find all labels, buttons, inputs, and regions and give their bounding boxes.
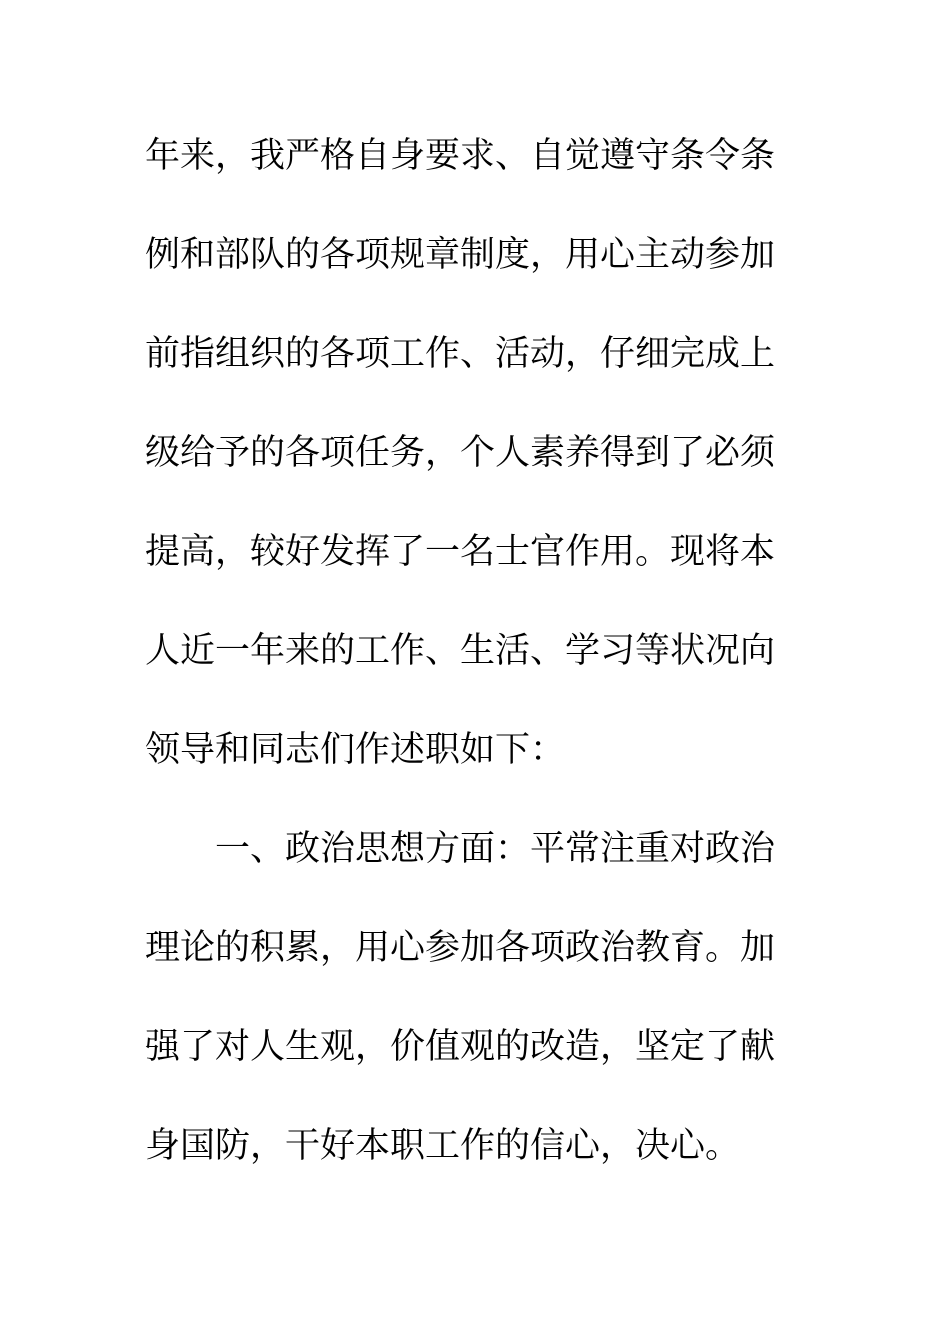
body-text-line: 强了对人生观，价值观的改造，坚定了献 (145, 1027, 776, 1067)
body-text-line: 人近一年来的工作、生活、学习等状况向 (145, 631, 776, 671)
body-text-line: 领导和同志们作述职如下： (145, 730, 566, 770)
body-text-line: 年来，我严格自身要求、自觉遵守条令条 (145, 136, 776, 176)
body-text-line: 提高，较好发挥了一名士官作用。现将本 (145, 532, 776, 572)
body-text-line: 身国防，干好本职工作的信心，决心。 (145, 1126, 741, 1166)
body-text-line: 例和部队的各项规章制度，用心主动参加 (145, 235, 776, 275)
body-text-line: 理论的积累，用心参加各项政治教育。加 (145, 928, 776, 968)
body-text-line: 前指组织的各项工作、活动，仔细完成上 (145, 334, 776, 374)
section-heading-line: 一、政治思想方面：平常注重对政治 (215, 829, 776, 869)
body-text-line: 级给予的各项任务，个人素养得到了必须 (145, 433, 776, 473)
